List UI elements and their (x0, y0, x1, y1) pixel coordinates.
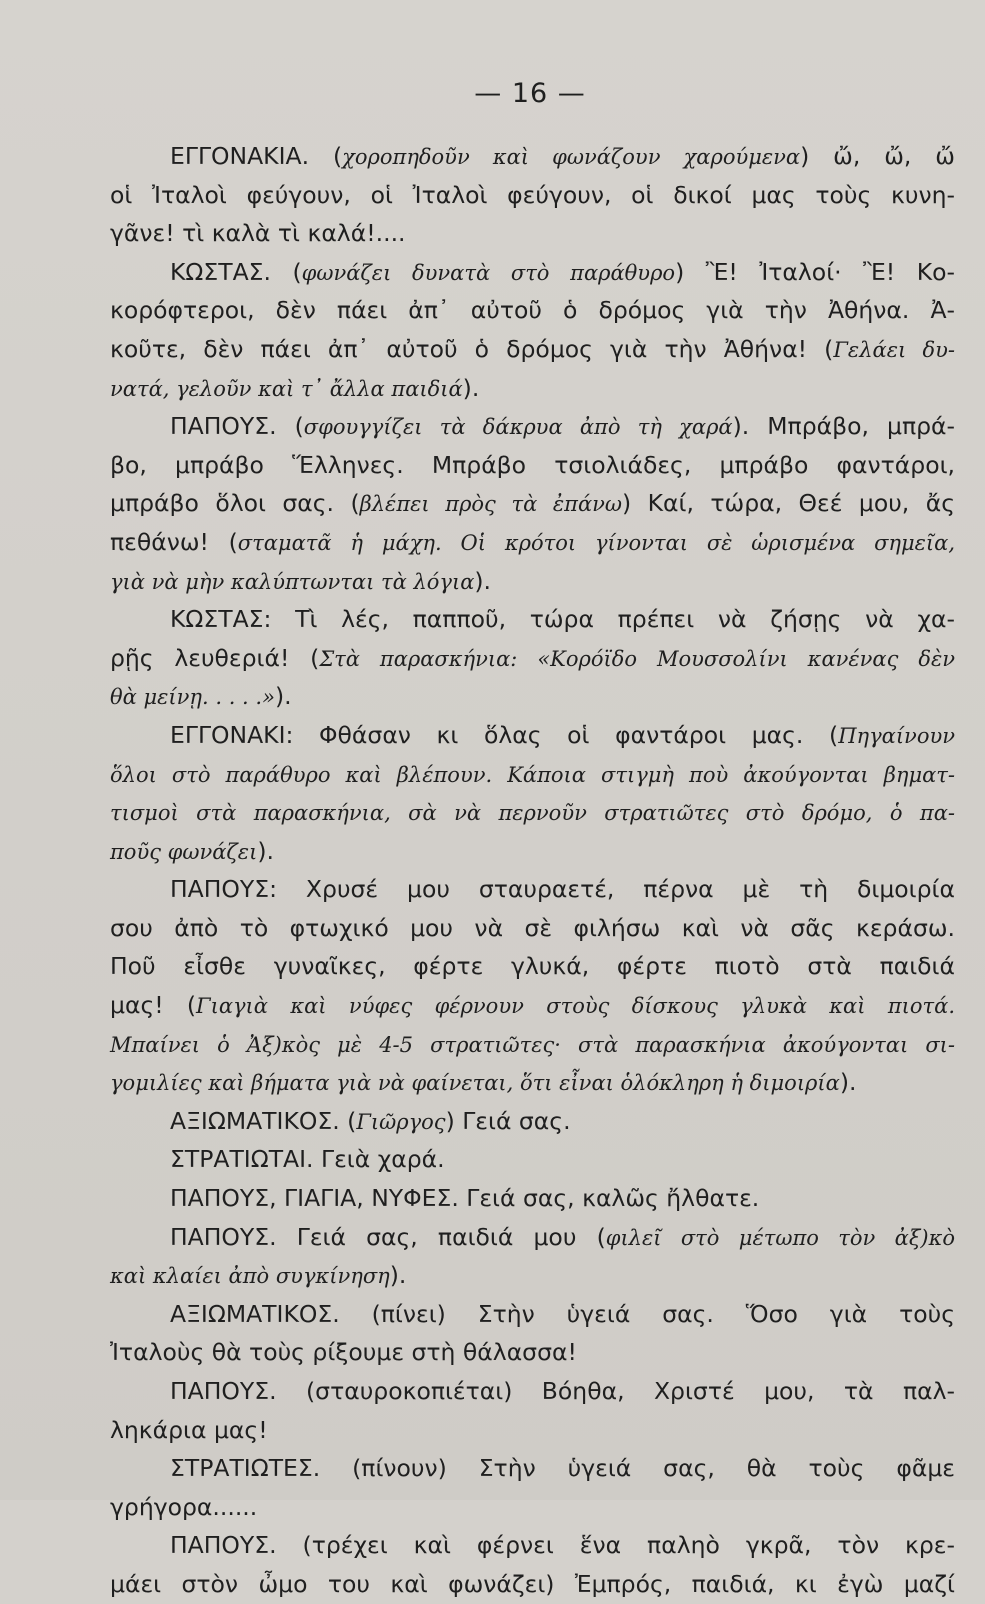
stage-direction: βλέπει πρὸς τὰ ἐπάνω (359, 492, 623, 517)
dialogue-text: ρῇς λευθεριά! ( (110, 643, 320, 672)
text-line (110, 716, 955, 755)
dialogue-text: ). (257, 836, 274, 865)
text-line (110, 1256, 955, 1295)
dialogue-text: κοῦτε, δὲν πάει ἀπ᾽ αὐτοῦ ὁ δρόμος γιὰ τὴν Ἀθήνα! ( (110, 334, 834, 363)
text-line (110, 407, 955, 446)
text-line (110, 176, 955, 215)
text-line (110, 291, 955, 330)
text-line (110, 1411, 955, 1450)
dialogue-text: ). (462, 373, 480, 402)
dialogue-text: οἱ Ἰταλοὶ φεύγουν, οἱ Ἰταλοὶ φεύγουν, οἱ δικοί μας τοὺς κυνη- (110, 180, 955, 209)
stage-direction: Γελάει δυ- (833, 337, 955, 362)
text-line (110, 1333, 955, 1372)
dialogue-text: ). (839, 1068, 857, 1097)
dialogue-text: ). Μπράβο, μπρά- (732, 412, 955, 441)
text-line (110, 1063, 955, 1102)
text-line (110, 1025, 955, 1064)
text-line (110, 253, 955, 292)
stage-direction: Μπαίνει ὁ Ἀξ)κὸς μὲ 4-5 στρατιῶτες· στὰ παρασκήνια ἀκούγονται σι- (110, 1032, 955, 1057)
text-line (110, 484, 955, 523)
dialogue-text: ΕΓΓΟΝΑΚΙΑ. ( (170, 142, 343, 170)
dialogue-text: Ἰταλοὺς θὰ τοὺς ρίξουμε στὴ θάλασσα! (110, 1338, 577, 1367)
text-line (110, 1218, 955, 1257)
text-line (110, 369, 955, 408)
stage-direction: ποῦς φωνάζει (110, 839, 258, 864)
stage-direction: σφουγγίζει τὰ δάκρυα ἀπὸ τὴ χαρά (303, 415, 733, 440)
text-line (110, 214, 955, 253)
dialogue-text: Ποῦ εἶσθε γυναῖκες, φέρτε γλυκά, φέρτε πιοτὸ στὰ παιδιά (110, 952, 955, 981)
dialogue-text: ) Καί, τώρα, Θεέ μου, ἄς (622, 489, 955, 518)
dialogue-text: βο, μπράβο Ἕλληνες. Μπράβο τσιολιάδες, μπράβο φαντάροι, (110, 450, 955, 479)
dialogue-text: ΣΤΡΑΤΙΩΤΕΣ. (πίνουν) Στὴν ὑγειά σας, θὰ τοὺς φᾶμε (170, 1454, 955, 1483)
text-line (110, 986, 955, 1025)
stage-direction: χοροπηδοῦν καὶ φωνάζουν χαρούμενα (342, 145, 801, 169)
stage-direction: γομιλίες καὶ βήματα γιὰ νὰ φαίνεται, ὅτι εἶναι ὁλόκληρη ἡ διμοιρία (110, 1071, 840, 1096)
dialogue-text: μας! ( (110, 991, 197, 1020)
dialogue-text: ΚΩΣΤΑΣ: Τὶ λές, παπποῦ, τώρα πρέπει νὰ ζήσῃς νὰ χα- (170, 605, 955, 634)
stage-direction: φωνάζει δυνατὰ στὸ παράθυρο (301, 260, 676, 285)
dialogue-text: ). (274, 682, 292, 711)
dialogue-text: ) Ἒ! Ἰταλοί· Ἒ! Κο- (675, 257, 955, 286)
stage-direction: τισμοὶ στὰ παρασκήνια, σὰ νὰ περνοῦν στρατιῶτες στὸ δρόμο, ὁ πα- (110, 801, 955, 826)
text-line (110, 947, 955, 986)
text-line (110, 137, 955, 176)
dialogue-text: ). (474, 566, 492, 595)
dialogue-text: ΠΑΠΟΥΣ. ( (170, 412, 304, 441)
dialogue-text: κορόφτεροι, δὲν πάει ἀπ᾽ αὐτοῦ ὁ δρόμος γιὰ τὴν Ἀθήνα. Ἀ- (110, 296, 955, 325)
text-line (110, 1526, 955, 1565)
dialogue-text: ) Γειά σας. (445, 1106, 571, 1135)
text-line (110, 870, 955, 909)
text-line (110, 1102, 955, 1141)
text-line (110, 909, 955, 948)
text-line (110, 639, 955, 678)
stage-direction: Πηγαίνουν (838, 723, 955, 748)
dialogue-text: ΣΤΡΑΤΙΩΤΑΙ. Γειὰ χαρά. (170, 1145, 445, 1174)
dialogue-text: ΚΩΣΤΑΣ. ( (170, 257, 302, 286)
text-line (110, 1140, 955, 1179)
dialogue-text: ΠΑΠΟΥΣ. (τρέχει καὶ φέρνει ἕνα παληὸ γκρᾶ, τὸν κρε- (170, 1531, 955, 1560)
dialogue-text: γᾶνε! τὶ καλὰ τὶ καλά!.... (110, 219, 406, 248)
text-line (110, 600, 955, 639)
text-line (110, 523, 955, 562)
dialogue-text: γρήγορα...... (110, 1492, 258, 1521)
dialogue-text: ΑΞΙΩΜΑΤΙΚΟΣ. (πίνει) Στὴν ὑγειά σας. Ὅσο γιὰ τοὺς (170, 1299, 955, 1328)
stage-direction: Στὰ παρασκήνια: «Κορόϊδο Μουσσολίνι κανένας δὲν (319, 646, 955, 671)
stage-direction: καὶ κλαίει ἀπὸ συγκίνηση (110, 1264, 390, 1289)
text-line (110, 1488, 955, 1527)
dialogue-text: ΑΞΙΩΜΑΤΙΚΟΣ. ( (170, 1106, 357, 1135)
text-line (110, 1449, 955, 1488)
text-line (110, 755, 955, 794)
dialogue-text: ΠΑΠΟΥΣ. Γειά σας, παιδιά μου ( (170, 1222, 606, 1251)
dialogue-text: ). (389, 1261, 407, 1290)
stage-direction: σταματᾶ ἡ μάχη. Οἱ κρότοι γίνονται σὲ ὡρισμένα σημεῖα, (237, 530, 955, 555)
text-line (110, 677, 955, 716)
page-number: — 16 — (474, 78, 586, 109)
dialogue-text: μάει στὸν ὦμο του καὶ φωνάζει) Ἐμπρός, παιδιά, κι ἐγὼ μαζί (110, 1569, 955, 1598)
stage-direction: φιλεῖ στὸ μέτωπο τὸν ἀξ)κὸ (605, 1225, 955, 1250)
stage-direction: ὅλοι στὸ παράθυρο καὶ βλέπουν. Κάποια στιγμὴ ποὺ ἀκούγονται βηματ- (110, 762, 955, 787)
dialogue-text: πεθάνω! ( (110, 527, 238, 556)
text-line (110, 1179, 955, 1218)
dialogue-text: ληκάρια μας! (110, 1415, 268, 1444)
dialogue-text: σου ἀπὸ τὸ φτωχικό μου νὰ σὲ φιλήσω καὶ νὰ σᾶς κεράσω. (110, 913, 955, 942)
stage-direction: γιὰ νὰ μὴν καλύπτωνται τὰ λόγια (110, 569, 475, 594)
text-line (110, 793, 955, 832)
text-line (110, 1565, 955, 1604)
dialogue-text: ΕΓΓΟΝΑΚΙ: Φθάσαν κι ὅλας οἱ φαντάροι μας. ( (170, 720, 839, 749)
dialogue-text: ΠΑΠΟΥΣ, ΓΙΑΓΙΑ, ΝΥΦΕΣ. Γειά σας, καλῶς ἤλθατε. (170, 1184, 760, 1213)
text-line (110, 446, 955, 485)
text-line (110, 330, 955, 369)
text-line (110, 832, 955, 871)
dialogue-text: ) ὤ, ὤ, ὤ (800, 142, 955, 170)
dialogue-text: ΠΑΠΟΥΣ. (σταυροκοπιέται) Βόηθα, Χριστέ μου, τὰ παλ- (170, 1377, 955, 1405)
stage-direction: Γιῶργος (356, 1109, 446, 1134)
dialogue-text: ΠΑΠΟΥΣ: Χρυσέ μου σταυραετέ, πέρνα μὲ τὴ διμοιρία (170, 875, 955, 904)
text-line (110, 1295, 955, 1334)
text-line (110, 1372, 955, 1411)
text-line (110, 562, 955, 601)
stage-direction: Γιαγιὰ καὶ νύφες φέρνουν στοὺς δίσκους γλυκὰ καὶ πιοτά. (196, 994, 955, 1019)
dialogue-text: μπράβο ὅλοι σας. ( (110, 489, 360, 518)
stage-direction: θὰ μείνῃ. . . . .» (110, 685, 275, 710)
stage-direction: νατά, γελοῦν καὶ τ᾽ ἄλλα παιδιά (110, 376, 463, 401)
play-text (110, 137, 955, 1604)
